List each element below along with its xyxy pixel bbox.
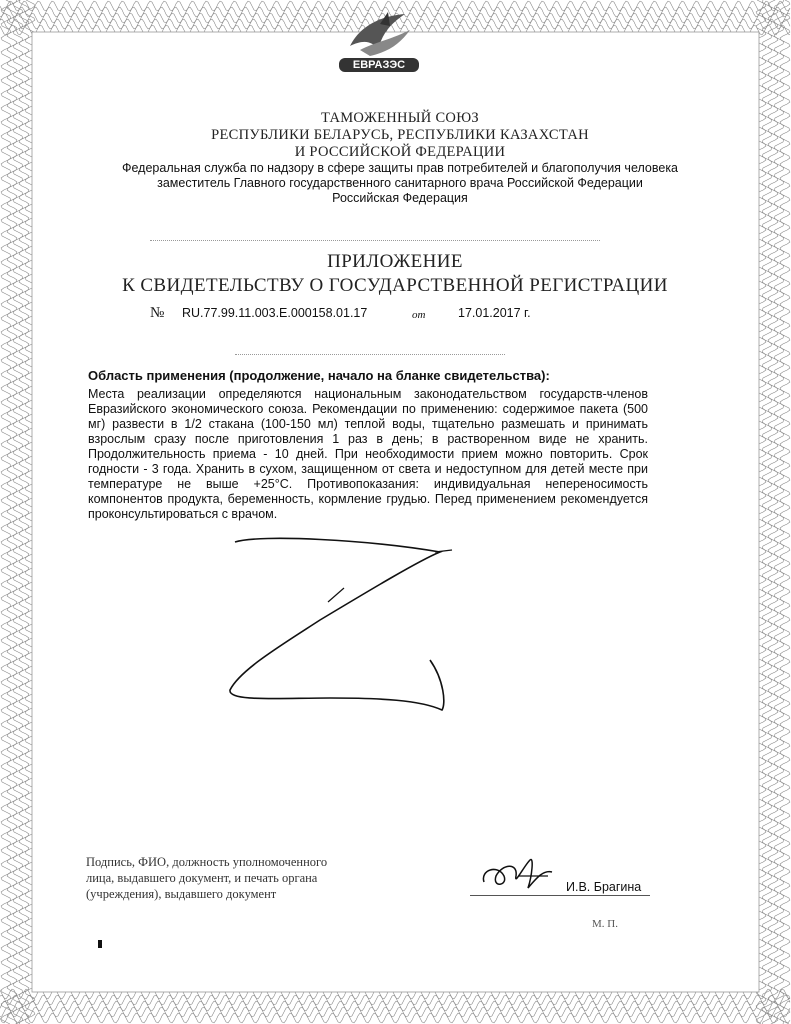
agency-line-1: Федеральная служба по надзору в сфере защиты прав потребителей и благополучия человека [121,161,679,175]
registration-row [150,306,590,326]
strikeout-scrawl [220,530,480,730]
caption-line-3: (учреждения), выдавшего документ [86,887,277,901]
union-title-line-2: РЕСПУБЛИКИ БЕЛАРУСЬ, РЕСПУБЛИКИ КАЗАХСТАН [211,127,589,143]
document-body [88,368,648,522]
appendix-title-line-2: К СВИДЕТЕЛЬСТВУ О ГОСУДАРСТВЕННОЙ РЕГИСТРАЦИИ [122,275,668,296]
section-heading: Область применения (продолжение, начало на бланке свидетельства): [88,368,550,383]
divider-line [235,354,505,355]
caption-line-1: Подпись, ФИО, должность уполномоченного [86,855,328,869]
registration-date: 17.01.2017 г. [458,306,531,320]
handwritten-signature-icon [478,846,558,896]
stamp-place-label: М. П. [592,918,618,930]
number-sign: № [150,305,165,321]
appendix-title-line-1: ПРИЛОЖЕНИЕ [327,251,463,272]
from-label: от [412,309,426,321]
agency-line-2: заместитель Главного государственного санитарного врача Российской Федерации [157,176,643,190]
emblem-label: ЕВРАЗЭС [339,58,419,72]
signature-caption [86,854,416,902]
caption-line-2: лица, выдавшего документ, и печать органа [86,871,318,885]
document-header [60,110,740,206]
ink-mark [98,940,102,948]
signer-name: И.В. Брагина [566,880,642,894]
body-paragraph: Места реализации определяются национальным законодательством государств-членов Евразийского экономического союза. Рекомендации по применению: содержимое пакета (500 мг) развести в 1/2 стакана (100-150 мл) теплой воды, тщательно размешать и принимать взрослым сразу после приготовления 1 раз в день; в растворенном виде не хранить. Продолжительность приема - 10 дней. При необходимости прием можно повторить. Срок годности - 3 года. Хранить в сухом, защищенном от света и недоступном для детей месте при температуре не выше +25°С. Противопоказания: индивидуальная непереносимость компонентов продукта, беременность, кормление грудью. Перед применением рекомендуется проконсультироваться с врачом. [88,387,648,521]
signature-line [470,895,650,896]
union-title-line-3: И РОССИЙСКОЙ ФЕДЕРАЦИИ [294,144,506,160]
registration-number: RU.77.99.11.003.Е.000158.01.17 [182,306,368,320]
appendix-title [40,250,750,298]
union-title-line-1: ТАМОЖЕННЫЙ СОЮЗ [321,110,479,126]
agency-line-3: Российская Федерация [332,191,468,205]
divider-line [150,240,600,241]
